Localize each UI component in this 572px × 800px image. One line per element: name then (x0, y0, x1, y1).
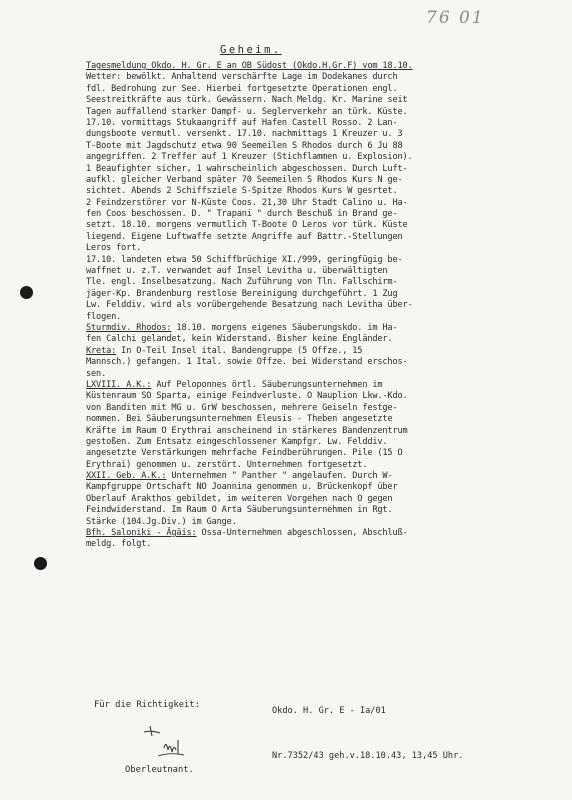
report-line: waffnet u. z.T. verwandet auf Insel Levitha u. überwältigten (86, 266, 388, 277)
unit-report-text: Auf Peloponnes örtl. Säuberungsunternehmen im (151, 379, 383, 390)
report-line: nommen. Bei Säuberungsunternehmen Eleusis - Theben angesetzte (86, 414, 393, 425)
unit-label: Kreta: (86, 345, 117, 356)
report-line: fdl. Bedrohung zur See. Hierbei fortgesetzte Operationen engl. (86, 83, 398, 94)
punch-hole-bottom (34, 557, 47, 570)
report-line: meldg. folgt. (86, 539, 152, 550)
report-line: Oberlauf Arakthos gebildet, im weiteren Vorgehen nach O gegen (86, 493, 393, 504)
page-number: 76 01 (426, 8, 485, 28)
report-line: Kräfte im Raum O Erythrai anscheinend in stärkeres Bandenzentrum (86, 425, 408, 436)
report-line: jäger-Kp. Brandenburg restlose Bereinigung durchgeführt. 1 Zug (86, 288, 398, 299)
report-line: Wetter: bewölkt. Anhaltend verschärfte Lage im Dodekanes durch (86, 72, 398, 83)
report-line: Erythrai) genommen u. zerstört. Unternehmen fortgesetzt. (86, 459, 368, 470)
report-line: aufkl. gleicher Verband später 70 Seemeilen S Rhodos Kurs N ge- (86, 174, 403, 185)
unit-report-text: Unternehmen " Panther " angelaufen. Durch W- (166, 471, 393, 482)
classification-heading: Geheim. (220, 44, 282, 56)
report-line (86, 471, 548, 482)
reference-block (272, 674, 463, 794)
unit-report-text: 18.10. morgens eigenes Säuberungskdo. im Ha- (171, 322, 398, 333)
report-line: dungsboote vermutl. versenkt. 17.10. nachmittags 1 Kreuzer u. 3 (86, 129, 403, 140)
report-line (86, 323, 548, 334)
report-line: Feindwiderstand. Im Raum O Arta Säuberungsunternehmen in Rgt. (86, 505, 393, 516)
report-line (86, 346, 548, 357)
unit-label: Bfh. Saloniki - Ägäis: (86, 528, 197, 539)
certification-label: Für die Richtigkeit: (94, 700, 200, 710)
report-line: von Banditen mit MG u. GrW beschossen, mehrere Geiseln festge- (86, 402, 398, 413)
report-line: Mannsch.) gefangen. 1 Ital. sowie Offze. bei Widerstand erschos- (86, 357, 408, 368)
signer-rank: Oberleutnant. (125, 765, 194, 775)
reference-number-line: Nr.7352/43 geh.v.18.10.43, 13,45 Uhr. (272, 751, 464, 761)
report-line: fen Calchi gelandet, kein Widerstand. Bisher keine Engländer. (86, 334, 393, 345)
report-line (86, 528, 548, 539)
report-line: flogen. (86, 311, 122, 322)
punch-hole-top (20, 286, 33, 299)
unit-label: LXVIII. A.K.: (86, 379, 152, 390)
report-line: fen Coos beschossen. D. " Trapani " durch Beschuß in Brand ge- (86, 209, 398, 220)
report-line: 2 Feindzerstörer vor N-Küste Coos. 21,30 Uhr Stadt Calino u. Ha- (86, 197, 408, 208)
unit-report-text: Ossa-Unternehmen abgeschlossen, Abschluß- (196, 528, 408, 539)
report-line: Kampfgruppe Ortschaft NO Joannina genommen u. Brückenkopf über (86, 482, 398, 493)
report-line: Tagesmeldung Okdo. H. Gr. E an OB Südost (Okdo.H.Gr.F) vom 18.10. (86, 61, 413, 71)
reference-line: Okdo. H. Gr. E - Ia/01 (272, 706, 386, 716)
report-line: T-Boote mit Jagdschutz etwa 90 Seemeilen S Rhodos durch 6 Ju 88 (86, 140, 403, 151)
report-line: Leros fort. (86, 243, 142, 254)
report-line: 17.10. landeten etwa 50 Schiffbrüchige XI./999, geringfügig be- (86, 254, 403, 265)
report-line: Seestreitkräfte aus türk. Gewässern. Nach Meldg. Kr. Marine seit (86, 95, 408, 106)
handwritten-signature (140, 722, 200, 766)
report-line: 1 Beaufighter sicher, 1 wahrscheinlich abgeschossen. Durch Luft- (86, 163, 408, 174)
report-line: Tagen auffallend starker Dampf- u. Seglerverkehr an türk. Küste. (86, 106, 408, 117)
report-line: 17.10. vormittags Stukaangriff auf Hafen Castell Rosso. 2 Lan- (86, 117, 398, 128)
report-line: gestoßen. Zum Entsatz eingeschlossener Kampfgr. Lw. Felddiv. (86, 436, 388, 447)
unit-label: Sturmdiv. Rhodos: (86, 322, 172, 333)
report-line: Lw. Felddiv. wird als vorübergehende Besatzung nach Levitha über- (86, 300, 413, 311)
unit-report-text: In O-Teil Insel ital. Bandengruppe (5 Offze., 15 (116, 345, 363, 356)
report-line: sen. (86, 368, 107, 379)
report-line: angesetzte Verstärkungen mehrfache Feindberührungen. Pile (15 O (86, 448, 403, 459)
report-line: Küstenraum SO Sparta, einige Feindverluste. O Nauplion Lkw.-Kdo. (86, 391, 408, 402)
report-line: Stärke (104.Jg.Div.) im Gange. (86, 516, 237, 527)
report-line: liegend. Eigene Luftwaffe setzte Angriffe auf Battr.-Stellungen (86, 231, 403, 242)
unit-label: XXII. Geb. A.K.: (86, 471, 167, 482)
report-line (86, 380, 548, 391)
report-line: Tle. engl. Inselbesatzung. Nach Zuführung von Tln. Fallschirm- (86, 277, 398, 288)
report-body (86, 61, 548, 551)
report-line: sichtet. Abends 2 Schiffsziele S-Spitze Rhodos Kurs W gesrtet. (86, 186, 398, 197)
report-line: angegriffen. 2 Treffer auf 1 Kreuzer (Stichflammen u. Explosion). (86, 152, 413, 163)
report-line: setzt. 18.10. morgens vermutlich T-Boote O Leros vor türk. Küste (86, 220, 408, 231)
